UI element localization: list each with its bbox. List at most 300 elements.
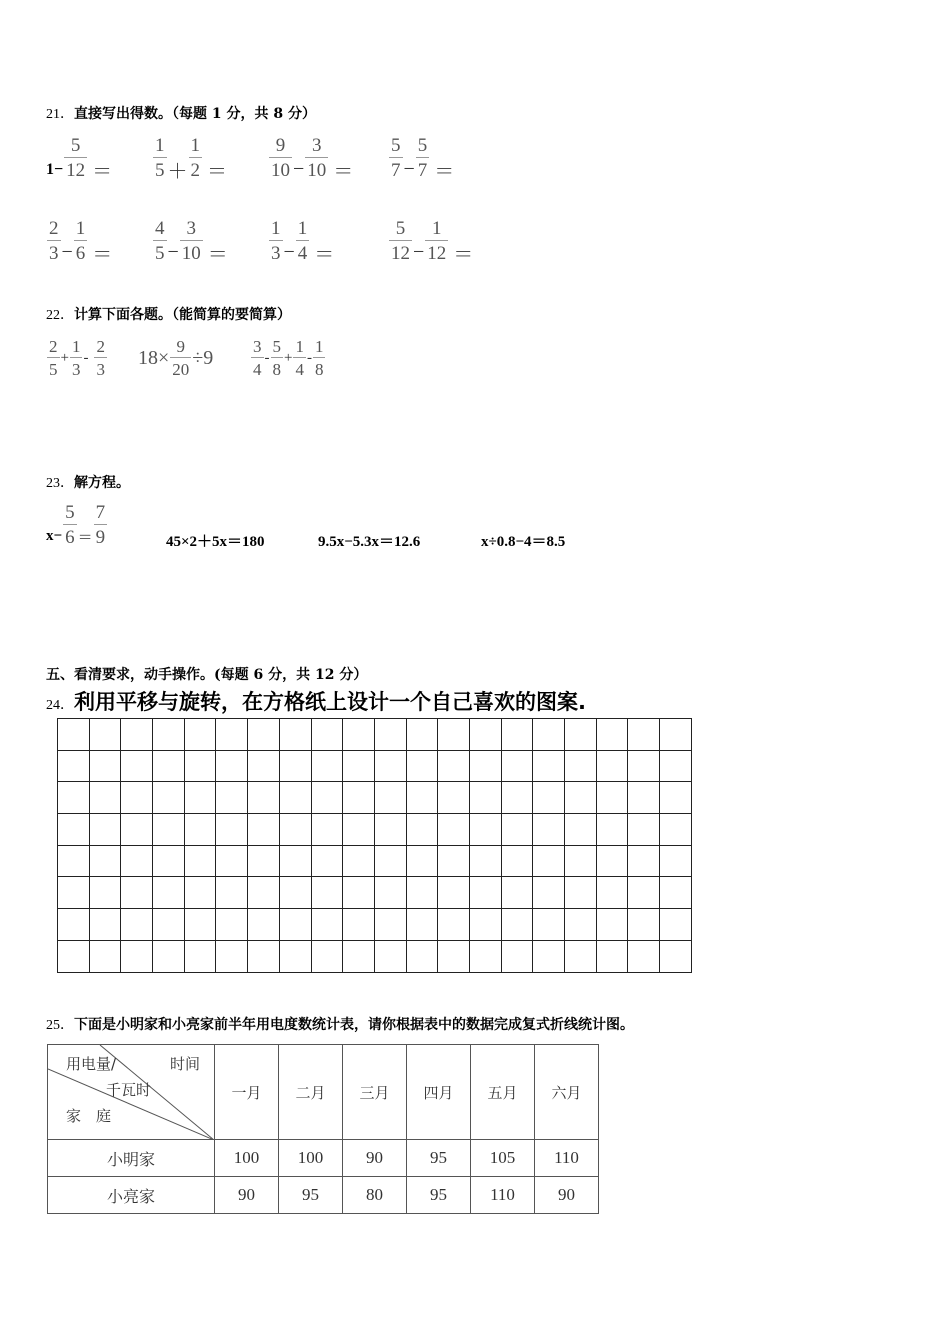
grid-cell[interactable] (89, 877, 121, 909)
fraction (271, 337, 284, 380)
grid-cell[interactable] (533, 782, 565, 814)
operator: − (293, 158, 305, 180)
table-row (48, 1177, 599, 1214)
numerator: 1 (155, 135, 165, 156)
numerator: 3 (180, 218, 203, 241)
grid-cell[interactable] (343, 750, 375, 782)
table-row (48, 1140, 599, 1177)
grid-cell[interactable] (469, 845, 501, 877)
grid-row (58, 750, 692, 782)
grid-cell[interactable] (374, 719, 406, 751)
grid-cell[interactable] (279, 940, 311, 972)
grid-cell[interactable] (533, 719, 565, 751)
q25-number: 25． (46, 1018, 74, 1033)
grid-cell[interactable] (628, 845, 660, 877)
grid-cell[interactable] (501, 814, 533, 846)
grid-cell[interactable] (501, 877, 533, 909)
grid-cell[interactable] (216, 940, 248, 972)
fraction (63, 502, 77, 549)
grid-row (58, 814, 692, 846)
grid-cell[interactable] (58, 845, 90, 877)
denominator: 3 (271, 243, 281, 264)
grid-cell[interactable] (660, 719, 692, 751)
fraction (94, 502, 108, 549)
denominator: 7 (417, 160, 428, 181)
denominator: 3 (96, 360, 105, 379)
grid-cell[interactable] (216, 909, 248, 941)
numerator: 5 (272, 337, 281, 356)
grid-cell[interactable] (279, 845, 311, 877)
fraction (425, 218, 448, 265)
numerator: 1 (425, 218, 448, 241)
usage-value: 80 (343, 1177, 407, 1214)
numerator: 1 (71, 337, 81, 356)
grid-cell[interactable] (406, 940, 438, 972)
fraction (70, 337, 83, 380)
corner-label-usage: 用电量/ (66, 1055, 117, 1073)
denominator: 4 (253, 360, 262, 379)
fraction (74, 218, 88, 265)
grid-cell[interactable] (343, 719, 375, 751)
grid-cell[interactable] (279, 909, 311, 941)
denominator: 12 (66, 160, 86, 181)
grid-cell[interactable] (533, 814, 565, 846)
denominator: 3 (71, 360, 81, 379)
grid-cell[interactable] (121, 877, 153, 909)
grid-cell[interactable] (501, 909, 533, 941)
grid-cell[interactable] (58, 814, 90, 846)
q22-heading (46, 304, 291, 324)
fraction (153, 135, 167, 182)
grid-cell[interactable] (374, 940, 406, 972)
grid-cell[interactable] (660, 750, 692, 782)
grid-cell[interactable] (311, 909, 343, 941)
numerator: 7 (95, 502, 106, 523)
operator: + (284, 350, 293, 366)
grid-cell[interactable] (565, 750, 597, 782)
grid-cell[interactable] (216, 782, 248, 814)
operator: − (283, 241, 295, 263)
month-header: 五月 (471, 1045, 535, 1140)
numerator: 1 (271, 218, 281, 239)
numerator: 5 (391, 135, 401, 156)
q23-title: 解方程。 (74, 475, 130, 491)
grid-cell[interactable] (153, 877, 185, 909)
grid-cell[interactable] (628, 814, 660, 846)
grid-cell[interactable] (596, 940, 628, 972)
usage-value: 110 (471, 1177, 535, 1214)
q21-expression (152, 133, 227, 184)
month-header: 一月 (215, 1045, 279, 1140)
grid-cell[interactable] (153, 750, 185, 782)
corner-label-unit: 千瓦时 (106, 1081, 152, 1099)
grid-cell[interactable] (533, 845, 565, 877)
grid-cell[interactable] (628, 877, 660, 909)
electricity-usage-table (47, 1044, 599, 1214)
grid-cell[interactable] (311, 877, 343, 909)
grid-cell[interactable] (153, 719, 185, 751)
usage-value: 90 (535, 1177, 599, 1214)
q23-equation2: 45×2＋5x＝180 (166, 534, 265, 550)
grid-cell[interactable] (501, 845, 533, 877)
numerator: 1 (75, 218, 86, 239)
q24-title: 利用平移与旋转，在方格纸上设计一个自己喜欢的图案. (74, 690, 586, 714)
grid-cell[interactable] (58, 940, 90, 972)
grid-cell[interactable] (501, 719, 533, 751)
grid-cell[interactable] (184, 814, 216, 846)
grid-cell[interactable] (89, 940, 121, 972)
numerator: 4 (155, 218, 165, 239)
equals: ＝ (207, 161, 227, 183)
usage-value: 100 (279, 1140, 343, 1177)
grid-cell[interactable] (628, 750, 660, 782)
grid-cell[interactable] (216, 719, 248, 751)
grid-cell[interactable] (343, 940, 375, 972)
grid-cell[interactable] (279, 782, 311, 814)
grid-cell[interactable] (89, 909, 121, 941)
operator: − (403, 158, 415, 180)
q24-number: 24． (46, 698, 74, 713)
grid-cell[interactable] (438, 877, 470, 909)
equals: ＝ (333, 161, 354, 183)
month-header: 四月 (407, 1045, 471, 1140)
grid-cell[interactable] (343, 909, 375, 941)
grid-cell[interactable] (248, 814, 280, 846)
grid-cell[interactable] (628, 940, 660, 972)
fraction (251, 337, 264, 380)
grid-cell[interactable] (596, 909, 628, 941)
q21-expression (46, 216, 112, 267)
grid-cell[interactable] (184, 719, 216, 751)
equals: ＝ (92, 244, 113, 266)
grid-cell[interactable] (153, 782, 185, 814)
grid-cell[interactable] (596, 814, 628, 846)
usage-value: 95 (279, 1177, 343, 1214)
grid-cell[interactable] (121, 845, 153, 877)
grid-cell[interactable] (58, 877, 90, 909)
family-name: 小亮家 (48, 1177, 215, 1214)
numerator: 2 (49, 337, 58, 356)
grid-cell[interactable] (533, 940, 565, 972)
numerator: 5 (64, 135, 87, 158)
grid-cell[interactable] (58, 782, 90, 814)
q24-heading (46, 686, 586, 716)
denominator: 3 (49, 243, 59, 264)
grid-cell[interactable] (184, 940, 216, 972)
grid-cell[interactable] (565, 782, 597, 814)
numerator: 1 (314, 337, 324, 356)
grid-cell[interactable] (311, 719, 343, 751)
grid-cell[interactable] (374, 814, 406, 846)
grid-cell[interactable] (121, 750, 153, 782)
fraction (170, 337, 191, 380)
grid-cell[interactable] (501, 940, 533, 972)
q21-expression (46, 133, 112, 184)
grid-cell[interactable] (660, 845, 692, 877)
grid-cell[interactable] (406, 750, 438, 782)
numerator: 3 (253, 337, 262, 356)
grid-cell[interactable] (311, 940, 343, 972)
q21-expression (268, 133, 353, 184)
grid-cell[interactable] (406, 845, 438, 877)
grid-cell[interactable] (565, 940, 597, 972)
grid-cell[interactable] (469, 719, 501, 751)
usage-value: 90 (215, 1177, 279, 1214)
grid-cell[interactable] (343, 782, 375, 814)
denominator: 8 (272, 360, 281, 379)
grid-cell[interactable] (533, 877, 565, 909)
denominator: 6 (75, 243, 86, 264)
family-name: 小明家 (48, 1140, 215, 1177)
grid-cell[interactable] (596, 750, 628, 782)
grid-cell[interactable] (469, 877, 501, 909)
equals: ＝ (453, 244, 474, 266)
grid-cell[interactable] (374, 909, 406, 941)
grid-cell[interactable] (343, 845, 375, 877)
numerator: 3 (305, 135, 328, 158)
grid-cell[interactable] (89, 750, 121, 782)
grid-cell[interactable] (469, 782, 501, 814)
denominator: 2 (190, 160, 200, 181)
grid-cell[interactable] (216, 877, 248, 909)
fraction (416, 135, 430, 182)
grid-cell[interactable] (121, 940, 153, 972)
operator: - (83, 350, 89, 366)
usage-value: 100 (215, 1140, 279, 1177)
grid-cell[interactable] (89, 782, 121, 814)
table-header-row (48, 1045, 599, 1140)
grid-cell[interactable] (565, 877, 597, 909)
corner-label-family: 家 庭 (66, 1107, 112, 1125)
numerator: 5 (389, 218, 412, 241)
denominator: 7 (391, 160, 401, 181)
denominator: 8 (314, 360, 324, 379)
grid-cell[interactable] (469, 814, 501, 846)
equation-part: x− (46, 528, 63, 544)
grid-row (58, 909, 692, 941)
grid-cell[interactable] (660, 877, 692, 909)
q23-heading (46, 472, 130, 492)
grid-cell[interactable] (501, 782, 533, 814)
fraction (293, 337, 306, 380)
grid-row (58, 719, 692, 751)
grid-cell[interactable] (184, 909, 216, 941)
grid-cell[interactable] (406, 877, 438, 909)
q22-expr3 (250, 337, 326, 380)
fraction (47, 218, 61, 265)
grid-cell[interactable] (438, 750, 470, 782)
grid-cell[interactable] (89, 845, 121, 877)
fraction (269, 135, 292, 182)
denominator: 5 (49, 360, 58, 379)
denominator: 12 (427, 243, 447, 264)
section-five-heading: 五、看清要求，动手操作。(每题 6 分，共 12 分） (46, 667, 368, 683)
grid-cell[interactable] (374, 877, 406, 909)
q21-expression (388, 133, 454, 184)
grid-cell[interactable] (660, 814, 692, 846)
fraction (153, 218, 167, 265)
grid-cell[interactable] (58, 750, 90, 782)
grid-cell[interactable] (438, 940, 470, 972)
grid-cell[interactable] (628, 719, 660, 751)
grid-cell[interactable] (343, 877, 375, 909)
grid-cell[interactable] (469, 909, 501, 941)
q25-title: 下面是小明家和小亮家前半年用电度数统计表，请你根据表中的数据完成复式折线统计图。 (74, 1017, 634, 1033)
q22-title: 计算下面各题。（能简算的要简算） (74, 307, 291, 323)
corner-header-cell (48, 1045, 215, 1140)
fraction (64, 135, 87, 182)
grid-cell[interactable] (248, 750, 280, 782)
grid-cell[interactable] (279, 750, 311, 782)
grid-cell[interactable] (216, 845, 248, 877)
grid-cell[interactable] (153, 814, 185, 846)
q21-expression (152, 216, 228, 267)
grid-cell[interactable] (248, 782, 280, 814)
fraction (269, 218, 283, 265)
grid-cell[interactable] (469, 750, 501, 782)
denominator: 5 (155, 160, 165, 181)
grid-cell[interactable] (121, 719, 153, 751)
grid-cell[interactable] (438, 782, 470, 814)
grid-cell[interactable] (121, 814, 153, 846)
q23-equation1 (46, 502, 108, 549)
fraction (296, 218, 310, 265)
grid-cell[interactable] (121, 782, 153, 814)
q22-number: 22． (46, 308, 74, 323)
q23-number: 23． (46, 476, 74, 491)
fraction (47, 337, 60, 380)
denominator: 6 (65, 527, 75, 548)
grid-cell[interactable] (501, 750, 533, 782)
fraction (189, 135, 203, 182)
operator: 18× (138, 347, 170, 369)
corner-label-time: 时间 (170, 1055, 201, 1073)
grid-cell[interactable] (184, 877, 216, 909)
grid-cell[interactable] (248, 719, 280, 751)
grid-cell[interactable] (596, 719, 628, 751)
grid-cell[interactable] (660, 909, 692, 941)
grid-cell[interactable] (248, 940, 280, 972)
grid-paper[interactable] (57, 718, 692, 973)
equals: ＝ (92, 161, 113, 183)
grid-cell[interactable] (89, 719, 121, 751)
q22-expr2 (138, 337, 213, 380)
grid-cell[interactable] (438, 814, 470, 846)
grid-cell[interactable] (374, 845, 406, 877)
grid-cell[interactable] (248, 845, 280, 877)
grid-cell[interactable] (89, 814, 121, 846)
operator: ÷9 (192, 347, 214, 369)
q21-number: 21． (46, 107, 74, 122)
equals: ＝ (314, 244, 335, 266)
usage-value: 95 (407, 1177, 471, 1214)
q21-title: 直接写出得数。（每题 1 分，共 8 分） (74, 106, 316, 122)
grid-cell[interactable] (596, 877, 628, 909)
numerator: 9 (269, 135, 292, 158)
equals: ＝ (434, 161, 455, 183)
grid-cell[interactable] (311, 750, 343, 782)
grid-row (58, 940, 692, 972)
operator: 1− (46, 160, 64, 178)
denominator: 10 (181, 243, 201, 264)
grid-cell[interactable] (406, 719, 438, 751)
grid-cell[interactable] (596, 845, 628, 877)
numerator: 5 (65, 502, 75, 523)
numerator: 1 (297, 218, 308, 239)
denominator: 12 (391, 243, 410, 264)
grid-cell[interactable] (533, 909, 565, 941)
denominator: 5 (155, 243, 165, 264)
q23-equation3: 9.5x−5.3x＝12.6 (318, 534, 421, 550)
grid-cell[interactable] (565, 845, 597, 877)
grid-cell[interactable] (216, 814, 248, 846)
fraction (94, 337, 107, 380)
grid-cell[interactable] (406, 909, 438, 941)
grid-cell[interactable] (311, 814, 343, 846)
grid-cell[interactable] (660, 940, 692, 972)
grid-cell[interactable] (438, 719, 470, 751)
grid-cell[interactable] (184, 782, 216, 814)
grid-cell[interactable] (248, 877, 280, 909)
grid-cell[interactable] (184, 845, 216, 877)
grid-cell[interactable] (565, 719, 597, 751)
grid-cell[interactable] (406, 782, 438, 814)
numerator: 2 (96, 337, 105, 356)
denominator: 10 (271, 160, 290, 181)
grid-cell[interactable] (153, 909, 185, 941)
grid-cell[interactable] (153, 940, 185, 972)
grid-cell[interactable] (438, 909, 470, 941)
denominator: 9 (95, 527, 106, 548)
grid-cell[interactable] (343, 814, 375, 846)
numerator: 2 (49, 218, 59, 239)
grid-cell[interactable] (469, 940, 501, 972)
grid-cell[interactable] (216, 750, 248, 782)
operator: ＋ (167, 161, 188, 183)
grid-cell[interactable] (311, 845, 343, 877)
grid-cell[interactable] (406, 814, 438, 846)
q22-expr1 (46, 337, 108, 380)
grid-cell[interactable] (58, 909, 90, 941)
grid-cell[interactable] (279, 877, 311, 909)
grid-row (58, 845, 692, 877)
grid-cell[interactable] (533, 750, 565, 782)
usage-value: 95 (407, 1140, 471, 1177)
grid-cell[interactable] (184, 750, 216, 782)
grid-cell[interactable] (596, 782, 628, 814)
grid-cell[interactable] (153, 845, 185, 877)
grid-cell[interactable] (628, 782, 660, 814)
grid-cell[interactable] (374, 750, 406, 782)
denominator: 10 (307, 160, 327, 181)
grid-cell[interactable] (565, 814, 597, 846)
grid-cell[interactable] (279, 814, 311, 846)
grid-cell[interactable] (279, 719, 311, 751)
grid-cell[interactable] (565, 909, 597, 941)
grid-cell[interactable] (660, 782, 692, 814)
grid-cell[interactable] (438, 845, 470, 877)
grid-cell[interactable] (248, 909, 280, 941)
fraction (389, 218, 412, 265)
month-header: 六月 (535, 1045, 599, 1140)
grid-cell[interactable] (121, 909, 153, 941)
q21-heading (46, 103, 316, 123)
grid-cell[interactable] (311, 782, 343, 814)
operator: − (413, 241, 425, 263)
grid-cell[interactable] (628, 909, 660, 941)
grid-cell[interactable] (58, 719, 90, 751)
grid-cell[interactable] (374, 782, 406, 814)
